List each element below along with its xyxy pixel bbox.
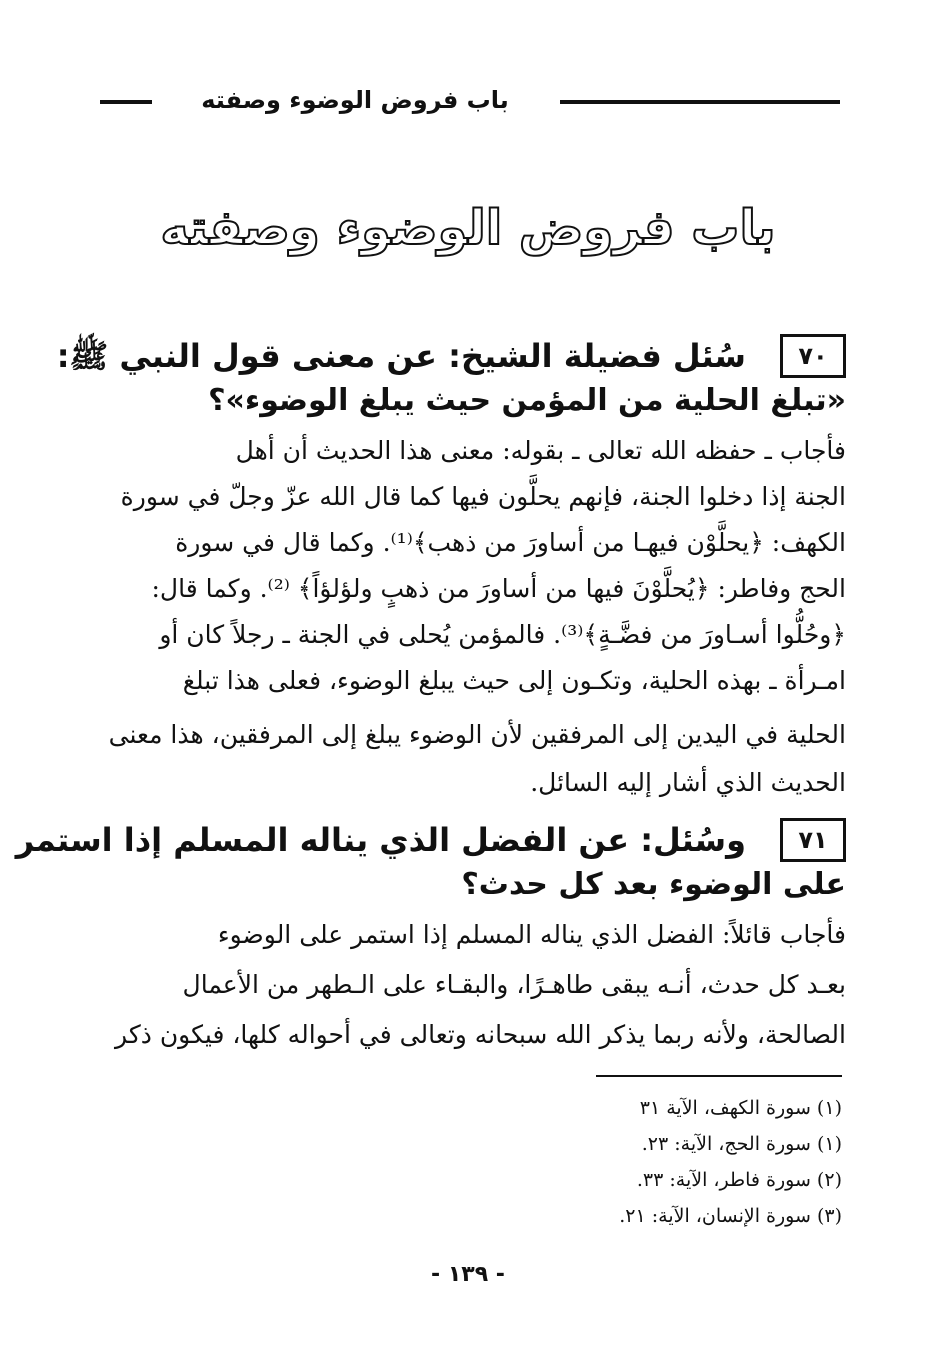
answer-line: الحج وفاطر: ﴿يُحلَّوْنَ فيها من أساورَ من ذهبٍ ولؤلؤاً﴾ ⁽²⁾. وكما قال: xyxy=(151,574,846,603)
answer-line: الصالحة، ولأنه ربما يذكر الله سبحانه وتعالى في أحواله كلها، فيكون ذكر xyxy=(115,1020,846,1049)
question-text: سُئل فضيلة الشيخ: عن معنى قول النبي ﷺ: xyxy=(56,337,746,375)
answer-line: الحديث الذي أشار إليه السائل. xyxy=(530,768,846,797)
answer-line: فأجاب قائلاً: الفضل الذي يناله المسلم إذا استمر على الوضوء xyxy=(217,920,846,949)
answer-line: الحلية في اليدين إلى المرفقين لأن الوضوء يبلغ إلى المرفقين، هذا معنى xyxy=(108,720,846,749)
answer-line: الجنة إذا دخلوا الجنة، فإنهم يحلَّون فيها كما قال الله عزّ وجلّ في سورة xyxy=(120,482,846,511)
answer-line: فأجاب ـ حفظه الله تعالى ـ بقوله: معنى هذا الحديث أن أهل xyxy=(235,436,846,465)
answer-line: ﴿وحُلُّوا أسـاورَ من فضَّـةٍ﴾⁽³⁾. فالمؤمن يُحلى في الجنة ـ رجلاً كان أو xyxy=(159,620,846,649)
header-rule-left xyxy=(100,100,152,104)
footnote-separator xyxy=(596,1075,842,1077)
question-number-box: ٧١ xyxy=(780,818,846,862)
answer-line: بعـد كل حدث، أنـه يبقى طاهـرًا، والبقـاء على الـطهر من الأعمال xyxy=(182,970,846,999)
answer-line: امـرأة ـ بهذه الحلية، وتكـون إلى حيث يبلغ الوضوء، فعلى هذا تبلغ xyxy=(182,666,846,695)
answer-line: الكهف: ﴿يحلَّوْن فيهـا من أساورَ من ذهب﴾⁽¹⁾. وكما قال في سورة xyxy=(175,528,846,557)
header-rule-right xyxy=(560,100,840,104)
chapter-title: باب فروض الوضوء وصفته xyxy=(160,200,776,256)
question-number-box: ٧٠ xyxy=(780,334,846,378)
question-text-continued: على الوضوء بعد كل حدث؟ xyxy=(461,867,846,902)
page-number: - ١٣٩ - xyxy=(431,1262,505,1287)
footnote: (١) سورة الكهف، الآية ٣١ xyxy=(639,1097,842,1119)
running-header xyxy=(90,80,840,124)
footnote: (٣) سورة الإنسان، الآية: ٢١. xyxy=(619,1205,842,1227)
footnote: (٢) سورة فاطر، الآية: ٣٣. xyxy=(636,1169,842,1191)
question-text-continued: «تبلغ الحلية من المؤمن حيث يبلغ الوضوء»؟ xyxy=(208,383,846,418)
footnote: (١) سورة الحج، الآية: ٢٣. xyxy=(641,1133,842,1155)
question-text: وسُئل: عن الفضل الذي يناله المسلم إذا استمر xyxy=(15,821,746,859)
running-header-title: باب فروض الوضوء وصفته xyxy=(201,86,509,114)
